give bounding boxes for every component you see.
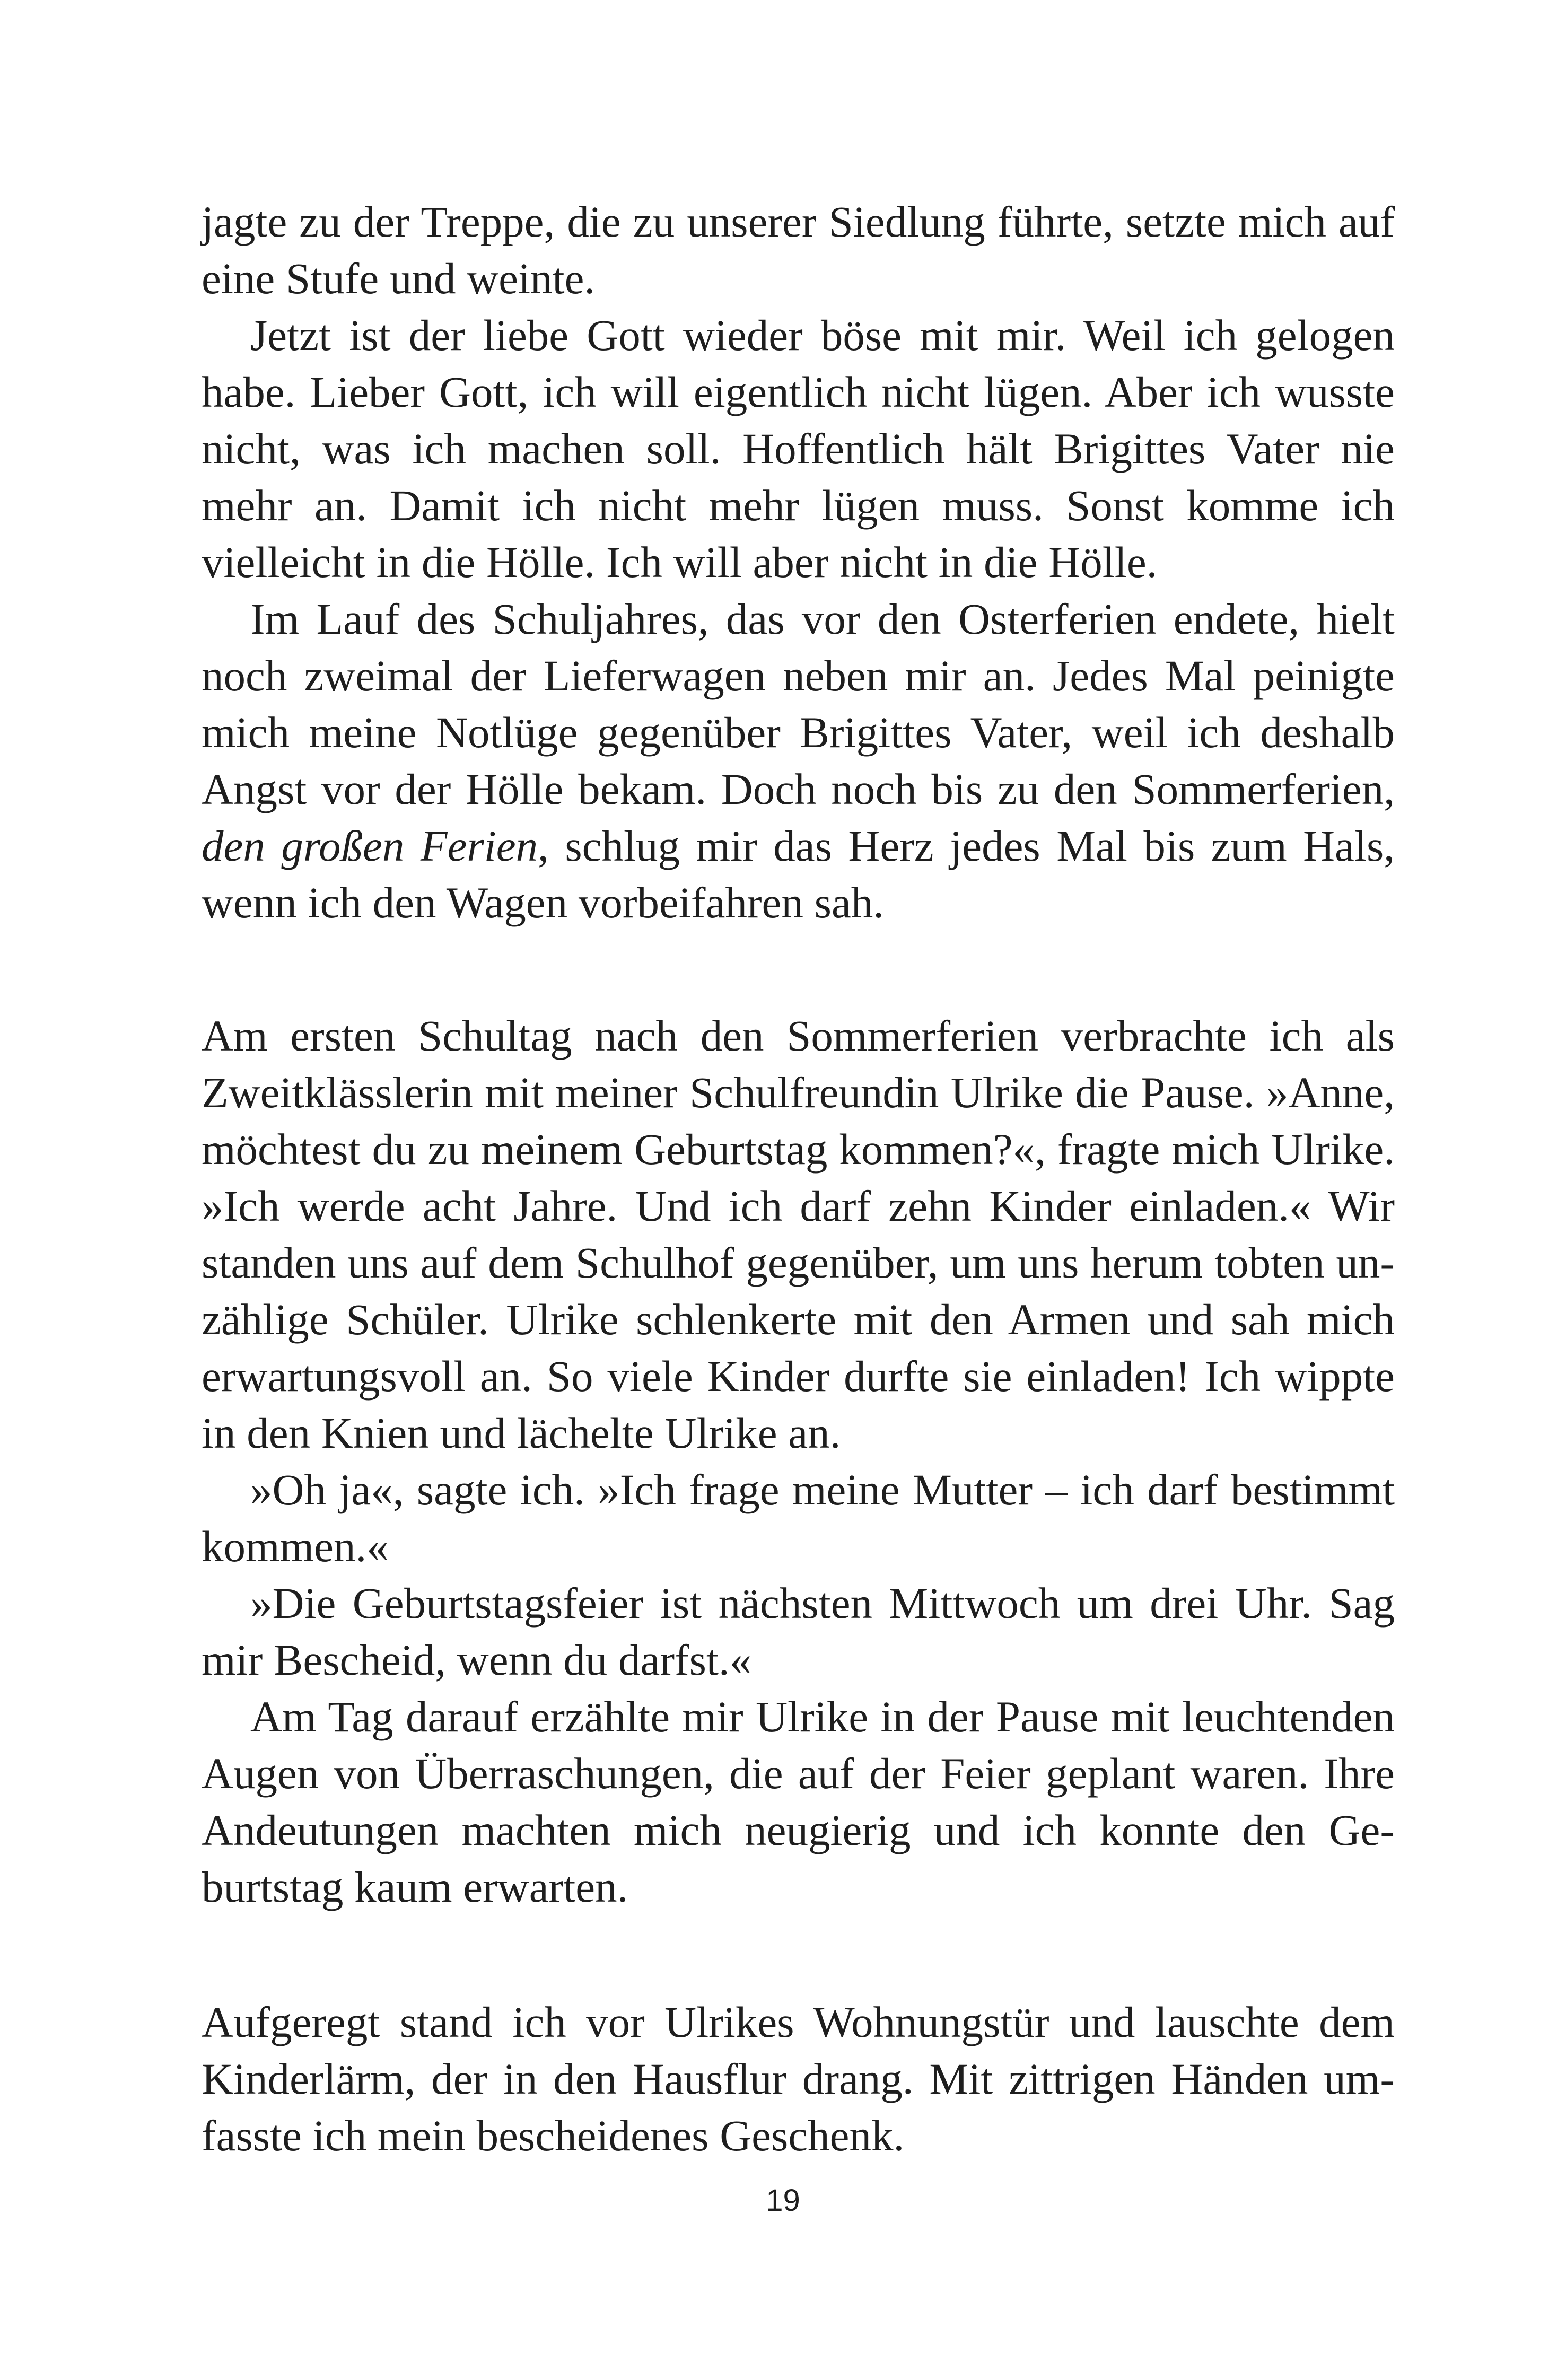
paragraph: Aufgeregt stand ich vor Ulrikes Wohnungstür und lauschte dem Kinderlärm, der in den Hausflur drang. Mit zittrigen Händen umfasste ich mein bescheidenes Geschenk. <box>202 1998 1395 2160</box>
paragraph <box>202 591 1395 931</box>
paragraph: Jetzt ist der liebe Gott wieder böse mit mir. Weil ich gelogen habe. Lieber Gott, ich will eigentlich nicht lügen. Aber ich wusste nicht, was ich machen soll. Hoffentlich hält Brigittes Vater nie mehr an. Damit ich nicht mehr lügen muss. Sonst komme ich vielleicht in die Hölle. Ich will aber nicht in die Hölle. <box>202 311 1395 587</box>
paragraph: Am ersten Schultag nach den Sommerferien verbrachte ich als Zweitklässlerin mit meiner Schulfreundin Ulrike die Pause. »Anne, möchtest du zu meinem Geburtstag kommen?«, fragte mich Ulrike. »Ich werde acht Jahre. Und ich darf zehn Kinder einladen.« Wir standen uns auf dem Schulhof gegenüber, um uns herum tobten unzählige Schüler. Ulrike schlenkerte mit den Armen und sah mich erwartungsvoll an. So viele Kinder durfte sie einladen! Ich wippte in den Knien und lächelte Ulrike an. <box>202 1011 1395 1457</box>
paragraph: jagte zu der Treppe, die zu unserer Siedlung führte, setzte mich auf eine Stufe und weinte. <box>202 197 1395 303</box>
text-section-1 <box>202 194 1395 931</box>
text-section-3 <box>202 1994 1395 2164</box>
paragraph-text: , schlug mir das Herz jedes Mal bis zum Hals, wenn ich den Wagen vorbeifahren sah. <box>202 821 1395 927</box>
paragraph: Am Tag darauf erzählte mir Ulrike in der Pause mit leuchtenden Augen von Überraschungen, die auf der Feier geplant waren. Ihre Andeutungen machten mich neugierig und ich konnte den Geburtstag kaum erwarten. <box>202 1692 1395 1911</box>
italic-phrase: den großen Ferien <box>202 821 538 870</box>
text-section-2 <box>202 1008 1395 1915</box>
paragraph: »Oh ja«, sagte ich. »Ich frage meine Mutter – ich darf bestimmt kommen.« <box>202 1465 1395 1571</box>
paragraph-text: Im Lauf des Schuljahres, das vor den Osterferien endete, hielt noch zweimal der Lieferwagen neben mir an. Jedes Mal peinigte mich meine Notlüge gegenüber Brigittes Vater, weil ich deshalb Angst vor der Hölle bekam. Doch noch bis zu den Sommerferien, <box>202 594 1395 813</box>
paragraph: »Die Geburtstagsfeier ist nächsten Mittwoch um drei Uhr. Sag mir Bescheid, wenn du darfst.« <box>202 1579 1395 1684</box>
page-number: 19 <box>766 2183 800 2218</box>
